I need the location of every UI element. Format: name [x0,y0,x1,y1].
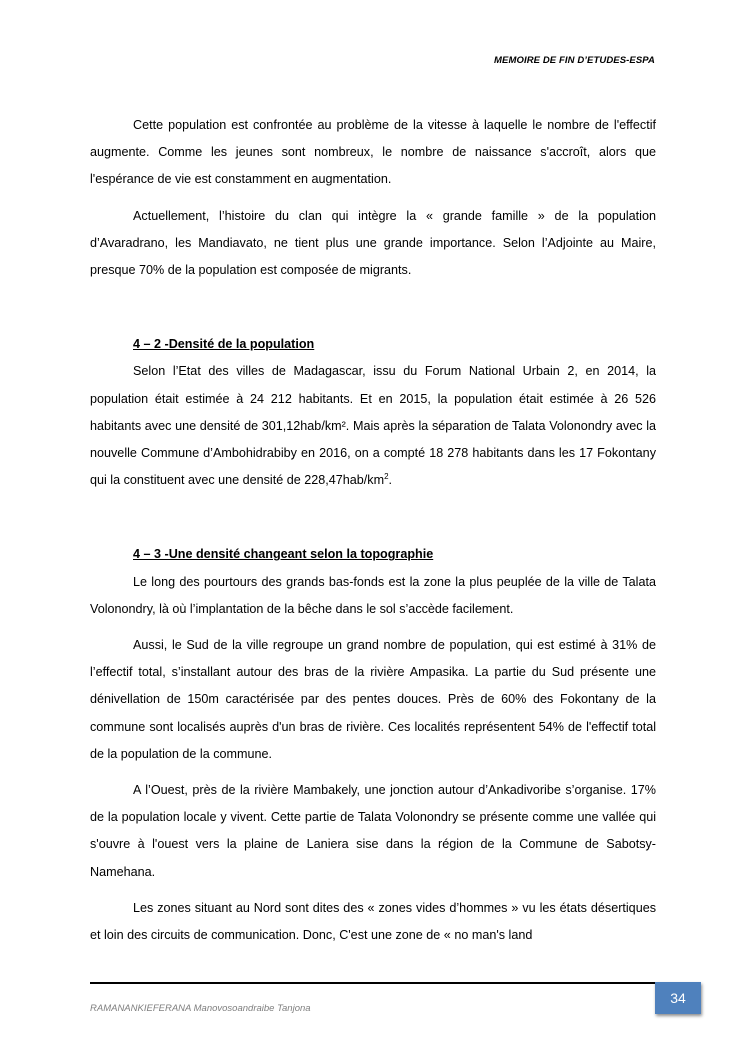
paragraph-lowlands: Le long des pourtours des grands bas-fonds est la zone la plus peuplée de la ville de Talata Volonondry, là où l’implantation de la bêche dans le sol s’accède facilement. [90,574,656,616]
section-heading-density: 4 – 2 -Densité de la population [133,337,315,352]
paragraph-clan-history: Actuellement, l’histoire du clan qui intègre la « grande famille » de la population d’Avaradrano, les Mandiavato, ne tient plus une grande importance. Selon l’Adjointe au Maire, presque 70% de la population est composée de migrants. [90,208,656,278]
paragraph-north: Les zones situant au Nord sont dites des « zones vides d’hommes » vu les états désertiques et loin des circuits de communication. Donc, C'est une zone de « no man's land [90,900,656,943]
paragraph-west: A l’Ouest, près de la rivière Mambakely, une jonction autour d’Ankadivoribe s’organise. 17% de la population locale y vivent. Cette partie de Talata Volonondry se présente comme une vallée qui s'ouvre à l'ouest vers la plaine de Laniera sise dans la région de la Commune de Sabotsy-Namehana. [90,783,656,879]
section-heading-topography: 4 – 3 -Une densité changeant selon la topographie [133,547,434,562]
density-text-end: . [388,473,393,488]
page-body [90,112,656,958]
superscript-two: 2 [384,472,389,482]
paragraph-south: Aussi, le Sud de la ville regroupe un grand nombre de population, qui est estimé à 31% de l’effectif total, s’installant autour des bras de la rivière Ampasika. La partie du Sud présente une dénivellation de 150m caractérisée par des pentes douces. Près de 60% des Fokontany de la commune sont localisés auprès d'un bras de rivière. Ces localités représentent 54% de l'effectif total de la population de la commune. [90,638,656,761]
density-text: Selon l’Etat des villes de Madagascar, issu du Forum National Urbain 2, en 2014, la population était estimée à 24 212 habitants. Et en 2015, la population était estimée à 26 526 habitants avec une densité de 301,12hab/km². Mais après la séparation de Talata Volonondry avec la nouvelle Commune d’Ambohidrabiby en 2016, on a compté 18 278 habitants dans les 17 Fokontany qui la constituent avec une densité de 228,47hab/km [90,364,656,488]
footer-divider [90,982,675,984]
running-header: MEMOIRE DE FIN D’ETUDES-ESPA [494,55,655,66]
paragraph-population-growth: Cette population est confrontée au problème de la vitesse à laquelle le nombre de l'effectif augmente. Comme les jeunes sont nombreux, le nombre de naissance s'accroît, alors que l'espérance de vie est constamment en augmentation. [90,118,656,187]
footer-author: RAMANANKIEFERANA Manovosoandraibe Tanjona [90,1003,311,1014]
page-number-badge: 34 [655,982,701,1014]
paragraph-density-figures [90,358,656,494]
